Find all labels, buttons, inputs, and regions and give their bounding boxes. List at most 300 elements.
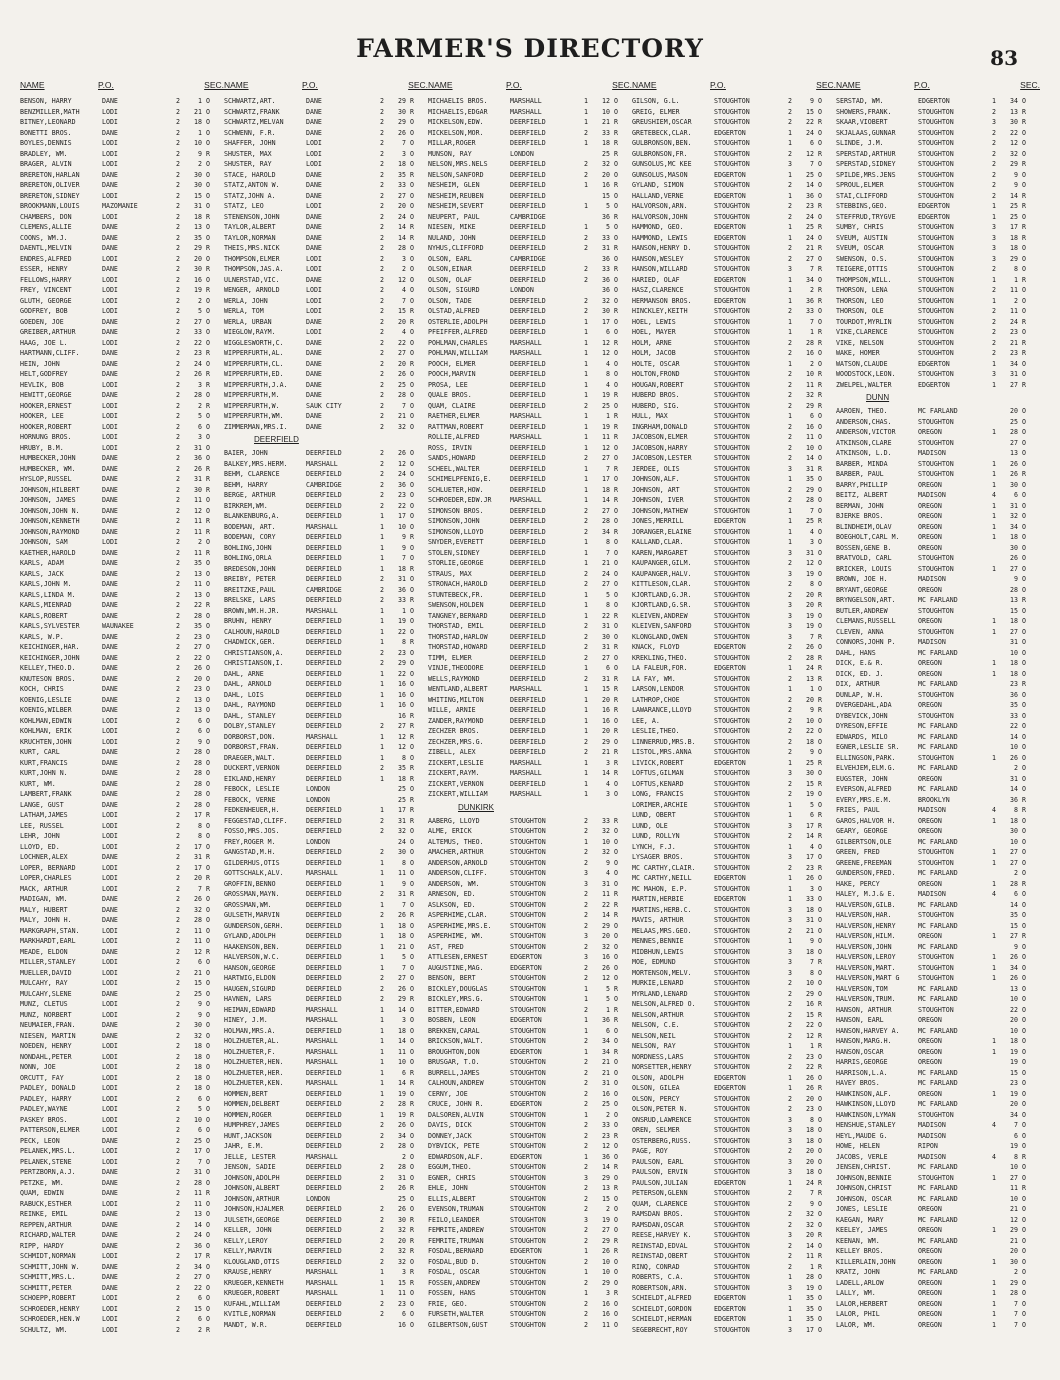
- entry-range: 2: [584, 963, 588, 972]
- entry-name: FOSSEN, HANS: [428, 1289, 476, 1297]
- entry-po: OREGON: [918, 1205, 942, 1213]
- directory-entry: [632, 348, 836, 359]
- entry-range: 2: [380, 722, 384, 730]
- directory-entry: [836, 984, 1040, 995]
- entry-range: 3: [788, 265, 792, 273]
- entry-section: 29: [806, 401, 814, 410]
- directory-entry: [632, 1062, 836, 1073]
- entry-section: 36: [1010, 690, 1018, 699]
- entry-name: KOENIG,WILBER: [20, 706, 72, 714]
- directory-entry: [836, 1068, 1040, 1079]
- entry-name: THORSON, OLE: [836, 307, 884, 315]
- entry-range: 3: [584, 1215, 588, 1224]
- entry-section: 12: [194, 947, 202, 956]
- entry-name: NELSON, RAY: [632, 1042, 676, 1050]
- directory-entry: [20, 600, 224, 611]
- entry-po: BROOKLYN: [918, 795, 950, 804]
- entry-name: HALLAND,VERNE: [632, 191, 684, 200]
- directory-entry: [224, 1225, 428, 1236]
- entry-range: 1: [584, 548, 588, 557]
- entry-range: 2: [992, 265, 996, 273]
- entry-range: 2: [788, 706, 792, 714]
- directory-entry: [836, 690, 1040, 701]
- entry-section: 12: [806, 149, 814, 158]
- entry-po: MARSHALL: [306, 1152, 338, 1161]
- entry-status: O: [1022, 617, 1026, 625]
- entry-section: 2: [606, 1205, 610, 1213]
- entry-po: STOUGHTON: [918, 459, 954, 468]
- entry-name: KELLY,MARVIN: [224, 1247, 272, 1255]
- entry-section: 29: [398, 659, 406, 667]
- entry-name: BLANKENBURG,A.: [224, 512, 280, 520]
- entry-status: O: [818, 1147, 822, 1155]
- entry-name: KOHLMAN, ERIK: [20, 727, 72, 735]
- directory-entry: [632, 831, 836, 842]
- directory-entry: [224, 784, 428, 795]
- entry-name: JOHNSON,HILBERT: [20, 485, 80, 494]
- entry-section: 22: [194, 601, 202, 609]
- entry-po: LODI: [102, 139, 118, 147]
- entry-name: KLEIVEN,ANDREW: [632, 611, 688, 620]
- entry-range: 2: [380, 816, 384, 825]
- entry-name: HOLZHUETER,F.: [224, 1047, 276, 1056]
- directory-entry: [428, 826, 632, 837]
- directory-entry: [20, 768, 224, 779]
- directory-entry: [632, 905, 836, 916]
- directory-entry: [224, 1110, 428, 1121]
- entry-status: O: [1022, 764, 1026, 772]
- directory-entry: [224, 348, 428, 359]
- entry-po: STOUGHTON: [714, 842, 750, 851]
- entry-section: 18: [398, 921, 406, 930]
- entry-status: O: [206, 454, 210, 462]
- entry-po: STOUGHTON: [510, 1184, 546, 1192]
- entry-section: 18: [806, 737, 814, 746]
- entry-status: R: [614, 1289, 618, 1297]
- entry-range: 2: [176, 937, 180, 945]
- directory-entry: [632, 957, 836, 968]
- entry-section: 34: [602, 527, 610, 536]
- entry-name: MARTIN,HERBIE: [632, 895, 684, 903]
- entry-range: 1: [380, 732, 384, 741]
- entry-section: 9: [1014, 170, 1018, 179]
- entry-po: DANE: [102, 590, 118, 599]
- entry-section: 7: [198, 884, 202, 893]
- entry-range: 2: [176, 968, 180, 977]
- entry-name: GYLAND, SIMON: [632, 181, 684, 189]
- entry-section: 1: [606, 412, 610, 420]
- entry-section: 20: [194, 254, 202, 263]
- entry-po: DEERFIELD: [510, 443, 546, 452]
- directory-entry: [632, 359, 836, 370]
- entry-section: 33: [602, 233, 610, 242]
- entry-status: O: [1022, 543, 1026, 552]
- directory-entry: [632, 1115, 836, 1126]
- entry-status: O: [206, 632, 210, 641]
- entry-range: 2: [380, 1163, 384, 1171]
- directory-entry: [224, 690, 428, 701]
- entry-section: 15: [194, 1304, 202, 1313]
- directory-entry: [632, 632, 836, 643]
- directory-entry: [224, 574, 428, 585]
- entry-range: 3: [992, 370, 996, 378]
- entry-section: 8: [402, 638, 406, 646]
- directory-entry: [224, 511, 428, 522]
- entry-po: STOUGHTON: [714, 1021, 750, 1029]
- entry-section: 30: [194, 485, 202, 494]
- entry-range: 2: [992, 191, 996, 200]
- entry-po: DEERFIELD: [510, 244, 546, 252]
- directory-entry: [428, 128, 632, 139]
- entry-po: DEERFIELD: [306, 774, 342, 783]
- entry-status: R: [206, 874, 210, 882]
- directory-entry: [632, 1031, 836, 1042]
- entry-section: 32: [806, 391, 814, 399]
- entry-status: R: [206, 517, 210, 525]
- entry-po: STOUGHTON: [714, 307, 750, 315]
- entry-status: O: [410, 212, 414, 221]
- entry-name: HASZ,CLARENCE: [632, 286, 684, 294]
- entry-po: STOUGHTON: [714, 1031, 750, 1040]
- entry-status: O: [410, 963, 414, 972]
- entry-po: LODI: [102, 1315, 118, 1323]
- entry-status: O: [614, 790, 618, 798]
- entry-status: R: [410, 1268, 414, 1276]
- column-header: [836, 76, 1040, 90]
- entry-range: 2: [788, 674, 792, 683]
- entry-po: LODI: [306, 307, 322, 315]
- entry-status: O: [1022, 1037, 1026, 1045]
- entry-po: STOUGHTON: [510, 1226, 546, 1234]
- entry-po: RIPON: [918, 1142, 938, 1150]
- entry-po: STOUGHTON: [714, 622, 750, 630]
- entry-section: 21: [602, 748, 610, 756]
- entry-section: 16: [398, 701, 406, 709]
- entry-section: 27: [1010, 627, 1018, 636]
- entry-range: 2: [992, 160, 996, 168]
- entry-section: 26: [806, 874, 814, 882]
- entry-status: R: [1022, 1152, 1026, 1161]
- entry-po: STOUGHTON: [714, 853, 750, 861]
- entry-name: KAREN,MARGARET: [632, 548, 688, 557]
- entry-section: 26: [1010, 470, 1018, 478]
- entry-status: O: [206, 1315, 210, 1323]
- entry-name: MIDBHUN,LEWIS: [632, 947, 684, 956]
- entry-range: 2: [584, 1121, 588, 1129]
- directory-entry: [428, 1278, 632, 1289]
- directory-entry: [224, 763, 428, 774]
- directory-entry: [428, 963, 632, 974]
- directory-entry: [224, 1141, 428, 1152]
- entry-range: 2: [176, 632, 180, 641]
- entry-po: STOUGHTON: [510, 1205, 546, 1213]
- entry-name: CLEMENS,ALLIE: [20, 223, 72, 231]
- entry-status: R: [410, 1068, 414, 1077]
- directory-entry: [836, 369, 1040, 380]
- directory-entry: [20, 149, 224, 160]
- entry-range: 1: [992, 1320, 996, 1329]
- entry-range: 3: [992, 244, 996, 252]
- entry-range: 2: [788, 307, 792, 315]
- entry-section: 19: [1010, 1089, 1018, 1098]
- directory-entry: [836, 637, 1040, 648]
- entry-po: STOUGHTON: [714, 779, 750, 788]
- entry-status: R: [614, 391, 618, 399]
- entry-section: 25: [602, 401, 610, 410]
- entry-po: DEERFIELD: [306, 617, 342, 625]
- entry-section: 18: [194, 118, 202, 126]
- entry-name: GROSSMAN,WM.: [224, 900, 272, 909]
- entry-po: EDGERTON: [714, 758, 746, 767]
- entry-po: STOUGHTON: [714, 821, 750, 830]
- entry-po: MARSHALL: [306, 1037, 338, 1045]
- directory-entry: [836, 858, 1040, 869]
- header-name: NAME: [836, 80, 861, 90]
- entry-range: 4: [992, 1152, 996, 1161]
- entry-name: KALLAND,CLAR.: [632, 538, 684, 546]
- directory-entry: [836, 1288, 1040, 1299]
- entry-range: 2: [176, 1231, 180, 1239]
- entry-range: 2: [380, 764, 384, 772]
- entry-range: 1: [380, 669, 384, 678]
- entry-section: 31: [602, 244, 610, 252]
- entry-range: 1: [380, 1110, 384, 1119]
- entry-name: HOEL, MAYER: [632, 328, 676, 336]
- entry-status: O: [206, 1052, 210, 1061]
- entry-name: KOCH, CHRIS: [20, 685, 64, 693]
- directory-entry: [632, 1083, 836, 1094]
- entry-section: 20: [602, 727, 610, 735]
- entry-range: 2: [788, 580, 792, 588]
- entry-section: 33: [602, 1121, 610, 1129]
- entry-section: 35: [194, 622, 202, 630]
- directory-entry: [632, 527, 836, 538]
- entry-status: O: [1022, 1121, 1026, 1129]
- directory-entry: [632, 264, 836, 275]
- entry-section: 32: [398, 422, 406, 431]
- entry-po: STOUGHTON: [714, 1147, 750, 1155]
- entry-name: MUNZ, NORBERT: [20, 1010, 72, 1019]
- entry-range: 2: [380, 1310, 384, 1318]
- directory-entry: [224, 1047, 428, 1058]
- directory-entry: [836, 191, 1040, 202]
- entry-section: 35: [194, 233, 202, 242]
- entry-po: STOUGHTON: [918, 275, 954, 284]
- entry-po: DEERFIELD: [510, 706, 546, 714]
- entry-section: 5: [198, 1105, 202, 1113]
- entry-section: 10: [602, 107, 610, 116]
- entry-po: EDGERTON: [714, 296, 746, 305]
- entry-status: O: [818, 1136, 822, 1145]
- entry-po: STOUGHTON: [918, 160, 954, 168]
- entry-status: O: [206, 926, 210, 935]
- directory-entry: [428, 1036, 632, 1047]
- entry-status: O: [1022, 254, 1026, 263]
- entry-status: O: [818, 1094, 822, 1103]
- entry-range: 2: [788, 1241, 792, 1250]
- directory-entry: [428, 369, 632, 380]
- entry-name: PAGE, ROY: [632, 1147, 668, 1155]
- directory-entry: [836, 1215, 1040, 1226]
- entry-section: 36: [602, 212, 610, 221]
- entry-po: LODI: [102, 863, 118, 872]
- entry-range: 1: [380, 1058, 384, 1066]
- directory-entry: [836, 627, 1040, 638]
- entry-name: NIESEN, MARTIN: [20, 1031, 76, 1040]
- entry-po: DEERFIELD: [306, 638, 342, 646]
- entry-name: GROFFIN,BENNO: [224, 879, 276, 888]
- entry-status: R: [1022, 160, 1026, 168]
- entry-name: HAAG, JOE L.: [20, 338, 68, 347]
- entry-section: 19: [602, 1215, 610, 1224]
- entry-status: O: [614, 932, 618, 940]
- entry-name: GILBERTSON,OLE: [836, 837, 892, 846]
- entry-range: 2: [176, 842, 180, 851]
- directory-entry: [224, 847, 428, 858]
- entry-name: JACOBSON,LESTER: [632, 454, 692, 462]
- entry-po: STOUGHTON: [714, 569, 750, 578]
- entry-section: 23: [398, 1299, 406, 1308]
- entry-po: STOUGHTON: [714, 989, 750, 998]
- header-sec: SEC.: [204, 80, 224, 90]
- directory-entry: [428, 1141, 632, 1152]
- entry-section: 19: [1010, 1047, 1018, 1056]
- header-po: P.O.: [506, 80, 522, 90]
- entry-range: 1: [380, 1047, 384, 1056]
- entry-section: 30: [194, 265, 202, 273]
- entry-range: 2: [788, 422, 792, 431]
- entry-range: 2: [788, 1252, 792, 1260]
- entry-po: MARSHALL: [306, 732, 338, 741]
- entry-range: 2: [380, 349, 384, 357]
- entry-range: [978, 1005, 996, 1016]
- entry-section: 18: [1010, 659, 1018, 667]
- entry-status: O: [1022, 900, 1026, 909]
- directory-entry: [224, 564, 428, 575]
- entry-name: EHLE, JOHN: [428, 1184, 468, 1192]
- directory-entry: [20, 1073, 224, 1084]
- directory-entry: [224, 637, 428, 648]
- entry-status: O: [206, 622, 210, 630]
- entry-name: KELLEY BROS.: [836, 1247, 884, 1255]
- entry-status: R: [818, 223, 822, 231]
- column-header: [428, 76, 632, 90]
- entry-range: 2: [584, 517, 588, 525]
- entry-po: DANE: [102, 170, 118, 179]
- directory-entry: [20, 642, 224, 653]
- entry-section: 16: [602, 1299, 610, 1308]
- entry-section: 11: [1010, 286, 1018, 294]
- entry-name: MANDT, W.R.: [224, 1320, 268, 1329]
- entry-name: NESHEIM,REUBEN: [428, 191, 484, 200]
- directory-entry: [836, 1236, 1040, 1247]
- directory-entry: [224, 1215, 428, 1226]
- entry-po: DEERFIELD: [306, 963, 342, 972]
- entry-range: 2: [584, 1236, 588, 1245]
- entry-name: SCHULTZ, WM.: [20, 1325, 68, 1334]
- entry-po: STOUGHTON: [510, 942, 546, 951]
- entry-section: 24: [806, 1178, 814, 1187]
- directory-entry: [428, 285, 632, 296]
- entry-po: LODI: [102, 1063, 118, 1071]
- entry-range: 2: [176, 590, 180, 599]
- entry-name: STATZ,ANTON W.: [224, 181, 280, 189]
- entry-status: O: [1022, 501, 1026, 510]
- directory-entry: [20, 590, 224, 601]
- entry-range: 2: [176, 1252, 180, 1260]
- entry-po: STOUGHTON: [918, 286, 954, 294]
- entry-po: LODI: [102, 254, 118, 263]
- entry-status: R: [614, 984, 618, 993]
- entry-section: 10: [1010, 837, 1018, 846]
- directory-entry: [836, 511, 1040, 522]
- entry-name: FREY, VINCENT: [20, 286, 72, 294]
- entry-section: 13: [194, 695, 202, 704]
- entry-name: HOLZHUETER,KEN.: [224, 1079, 284, 1087]
- directory-entry: [20, 579, 224, 590]
- directory-entry: [224, 1152, 428, 1163]
- entry-status: R: [818, 391, 822, 399]
- directory-entry: [20, 968, 224, 979]
- entry-range: 3: [788, 601, 792, 609]
- directory-entry: [632, 842, 836, 853]
- directory-entry: [224, 858, 428, 869]
- entry-name: PFEIFFER,ALFRED: [428, 328, 488, 336]
- directory-entry: [20, 390, 224, 401]
- entry-range: 2: [788, 391, 792, 399]
- entry-po: STOUGHTON: [714, 1241, 750, 1250]
- entry-range: 1: [992, 1037, 996, 1045]
- entry-range: [978, 732, 996, 743]
- entry-status: O: [410, 254, 414, 263]
- entry-section: 26: [806, 643, 814, 651]
- entry-status: O: [206, 359, 210, 368]
- entry-status: O: [410, 1142, 414, 1150]
- directory-entry: [836, 1320, 1040, 1331]
- entry-section: 18: [398, 1026, 406, 1035]
- entry-status: O: [1022, 1310, 1026, 1318]
- entry-po: STOUGHTON: [510, 890, 546, 898]
- entry-status: O: [614, 1268, 618, 1276]
- entry-po: DEERFIELD: [510, 139, 546, 147]
- entry-po: STOUGHTON: [510, 1194, 546, 1203]
- entry-section: 26: [398, 128, 406, 137]
- entry-status: O: [818, 212, 822, 221]
- directory-entry: [632, 1199, 836, 1210]
- directory-entry: [224, 1015, 428, 1026]
- entry-status: O: [206, 800, 210, 809]
- entry-status: O: [614, 107, 618, 116]
- entry-name: KURT,FRANCIS: [20, 758, 68, 767]
- entry-status: R: [410, 1110, 414, 1119]
- entry-name: DAVIS, DICK: [428, 1121, 472, 1129]
- township-heading: DUNN: [866, 393, 890, 402]
- entry-name: SCHLUETER,HOW.: [428, 485, 484, 494]
- directory-entry: [632, 789, 836, 800]
- entry-name: KOHLMAN,EDWIN: [20, 716, 72, 725]
- entry-name: MICKELSON,EDW.: [428, 118, 484, 126]
- entry-status: O: [614, 296, 618, 305]
- entry-name: TIMM, ELMER: [428, 653, 472, 662]
- directory-entry: [20, 747, 224, 758]
- entry-name: KARLS, W.P.: [20, 632, 64, 641]
- entry-status: O: [410, 837, 414, 846]
- entry-status: O: [1022, 827, 1026, 835]
- directory-entry: [632, 779, 836, 790]
- entry-po: STOUGHTON: [714, 527, 750, 536]
- entry-section: 31: [602, 879, 610, 888]
- entry-section: 25: [806, 170, 814, 179]
